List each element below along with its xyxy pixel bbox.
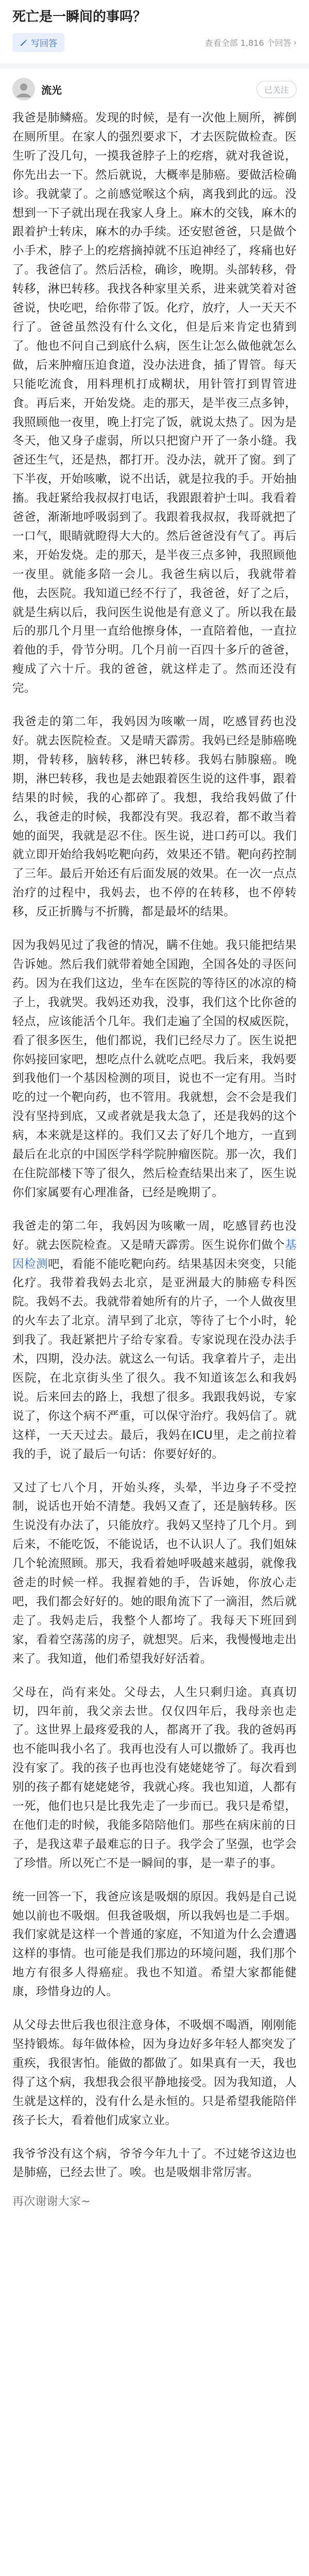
question-title[interactable]: 死亡是一瞬间的事吗？ <box>12 9 147 25</box>
answer-paragraph: 统一回答一下，我爸应该是吸烟的原因。我妈是自己说她以前也不吸烟。但我爸吸烟，所以我妈也是二手烟。我们家就是这样一个普通的家庭，不知道为什么会遭遇这样的事情。也可能是我们那边的环境问题，我们那个地方有很多人得癌症。我也不知道。希望大家都能健康，珍惜身边的人。 <box>12 1890 297 1999</box>
write-answer-button[interactable] <box>12 33 64 52</box>
answer-paragraph: 从父母去世后我也很注意身体，不吸烟不喝酒，刚刚能坚持锻炼。每年做体检，因为身边好多年轻人都突发了重疾，我很害怕。能做的都做了。如果真有一天，我也得了这个病，我想我会很平静地接受。因为我知道，人生就是这样的，没有什么是永恒的。只是希望我能陪伴孩子长大，看着他们成家立业。 <box>12 2019 297 2127</box>
avatar-icon <box>12 78 35 100</box>
answer-paragraph: 父母在，尚有来处。父母去，人生只剩归途。真真切切，四年前，我父亲去世。仅仅四年后，我母亲也走了。这世界上最疼爱我的人，都离开了我。我的爸妈再也不能叫我小名了。我再也没有人可以撒娇了。我再也没有家了。我的孩子也再也没有姥姥姥爷了。每次看到别的孩子都有姥姥姥爷，我就心疼。我也知道，人都有一死，他们也只是比我先走了一步而已。我只是希望，在他们走的时候，我能多陪陪他们。那些在病床前的日子，是我这辈子最难忘的日子。我学会了坚强，也学会了珍惜。所以死亡不是一瞬间的事，是一辈子的事。 <box>12 1685 297 1870</box>
answer-paragraph <box>12 1217 297 1464</box>
answer-paragraph: 又过了七八个月，开始头疼，头晕，半边身子不受控制，说话也开始不清楚。我妈又查了，还是脑转移。医生说没有办法了，只能放疗。我妈又坚持了几个月。到后来，不能吃饭，不能说话，也不认识人了。我们姐妹几个轮流照顾。那天，我看着她呼吸越来越弱，就像我爸走的时候一样。我握着她的手，告诉她，你放心走吧，我们都会好好的。她的眼角流下了一滴泪，然后就走了。我妈走后，我整个人都垮了。我每天下班回到家，看着空荡荡的房子，就想哭。后来，我慢慢地走出来了。我知道，他们希望我好好活着。 <box>12 1481 297 1666</box>
answer-paragraph: 我爸走的第二年，我妈因为咳嗽一周，吃感冒药也没好。就去医院检查。又是晴天霹雳。我妈已经是肺癌晚期，骨转移，脑转移，淋巴转移。我妈右肺腺癌。晚期，淋巴转移，我也是去她跟着医生说的这件事，跟着结果的时候，我的心都碎了。我想，我给我妈做了什么，我爸走的时候，我都没有哭。我忍着，都不敢当着她的面哭，我就是忍不住。医生说，进口药可以。我们就立即开始给我妈吃靶向药，效果还不错。靶向药控制了三年。最后开始还有后面发展的效果。在一次一点点治疗的过程中，我妈去，也不停的在转移，也不停转移，反正折腾与不折腾，都是最坏的结果。 <box>12 715 297 919</box>
answer-paragraph: 我爸是肺鳞癌。发现的时候，是有一次他上厕所，裤倒在厕所里。在家人的强烈要求下，才去医院做检查。医生听了没几句，一摸我爸脖子上的疙瘩，就对我爸说，你先出去一下。然后就说，大概率是肺癌。要做活检确诊。我就蒙了。之前感觉喉这个病，离我到此的远。没想到一下子就出现在我家人身上。麻木的交钱，麻木的跟着护士转床，麻木的办手续。还安慰爸爸，只是做个小手术，脖子上的疙瘩摘掉就不压迫神经了，疼痛也好了。我爸信了。然后活检，确诊，晚期。头部转移，骨转移，淋巴转移。我找各种家里关系，进来就笑着对爸爸说，快吃吧，给你带了饭。化疗，放疗，人一天天不行了。爸爸虽然没有什么文化，但是后来肯定也猜到了。他也不问自己到底什么病，医生让怎么做他就怎么做，后来肿瘤压迫食道，没办法进食，插了胃管。每天只能吃流食，用料理机打成糊状，用针管打到胃管进食。再后来，开始发烧。走的那天，是半夜三点多钟，我照顾他一夜里，晚上打完了饭，就说太热了。因为是冬天，他又身子虚弱，所以只把窗户开了一条小缝。我爸还生气，还是热，都打开。没办法，就开了窗。到了下半夜，开始咳嗽，说不出话，就是拉我的手。开始抽搐。我赶紧给我叔叔打电话，我跟跟着护士叫。我看着爸爸，渐渐地呼吸弱到了。我跟着我叔叔，我哥就把了一口气，眼睛就瞪得大大的。然后爸爸没有气了。再后来，开始发烧。走的那天，是半夜三点多钟，我照顾他一夜里。就能多陪一会儿。我爸生病以后，我就带着他，去医院。我知道已经不行了，我爸爸，好了之后，就是生病以后，我问医生说他是有意义了。所以我在最后的那几个月里一直给他擦身体，一直陪着他，一直拉着他的手，骨节分明。几个月前一百四十多斤的爸爸，瘦成了六十斤。我的爸爸，就这样走了。然而还没有完。 <box>12 111 297 696</box>
gene-test-link[interactable]: 基因检测 <box>12 1238 297 1271</box>
chevron-right-icon: › <box>293 38 297 47</box>
answer-paragraph: 我爷爷没有这个病，爷爷今年九十了。不过姥爷这边也是肺癌，已经去世了。唉。也是吸烟非常厉害。 <box>12 2147 297 2180</box>
avatar[interactable] <box>12 78 35 100</box>
view-all-answers-link[interactable] <box>205 37 297 48</box>
answer-footer: 再次谢谢大家~ <box>12 2195 91 2209</box>
paragraph-text: 我爸走的第二年，我妈因为咳嗽一周，吃感冒药也没好。就去医院检查。又是晴天霹雳。医生说你们做个 <box>12 1219 297 1252</box>
author-row <box>12 78 297 100</box>
answer-card <box>0 69 309 2212</box>
write-answer-label: 写回答 <box>31 39 57 49</box>
view-all-label: 查看全部 1,816 个回答 <box>204 38 291 48</box>
pencil-icon <box>20 39 28 47</box>
author-name[interactable]: 流光 <box>41 83 62 96</box>
section-divider <box>0 63 309 69</box>
question-header <box>0 0 309 57</box>
answer-paragraph: 因为我妈见过了我爸的情况，瞒不住她。我只能把结果告诉她。然后我们就带着她全国跑，全国各处的寻医问药。因为在我们这边，坐车在医院的等待区的冰凉的椅子上，我就哭。我妈还劝我，没事，我们这个比你爸的轻点，应该能活个几年。我们走遍了全国的权威医院，看了很多医生，他们都说，我们已经尽力了。医生说把你妈接回家吧，想吃点什么就吃点吧。我后来，我妈要到我他们一个基因检测的项目，说也不一定有用。当时吃的过一个靶向药，也不管用。我就想，会不会是我们没有坚持到底，又或者就是我太急了，还是我妈的这个病，本来就是这样的。我们又去了好几个地方，一直到最后在北京的中国医学科学院肿瘤医院。那一次，我们在住院部楼下等了很久，然后检查结果出来了，医生说你们家属要有心理准备，已经是晚期了。 <box>12 939 297 1199</box>
paragraph-text: 吧，看能不能吃靶向药。结果基因未突变，只能化疗。我带着我妈去北京，是亚洲最大的肺癌专科医院。我妈不去。我就带着她所有的片子，一个人做夜里的火车去了北京。清早到了北京，等待了七个小时，轮到我了。我赶紧把片子给专家看。专家说现在没办法手术，四期，没办法。就这么一句话。我拿着片子，走出医院，在北京街头坐了很久。我不知道该怎么和我妈说。后来回去的路上，我想了很多。我跟我妈说，专家说了，你这个病不严重，可以保守治疗。我妈信了。就这样，一天天过去。最后，我妈在ICU里，走之前拉着我的手，说了最后一句话：你要好好的。 <box>12 1257 297 1461</box>
question-meta <box>12 33 297 52</box>
follow-button[interactable]: 已关注 <box>256 81 297 98</box>
